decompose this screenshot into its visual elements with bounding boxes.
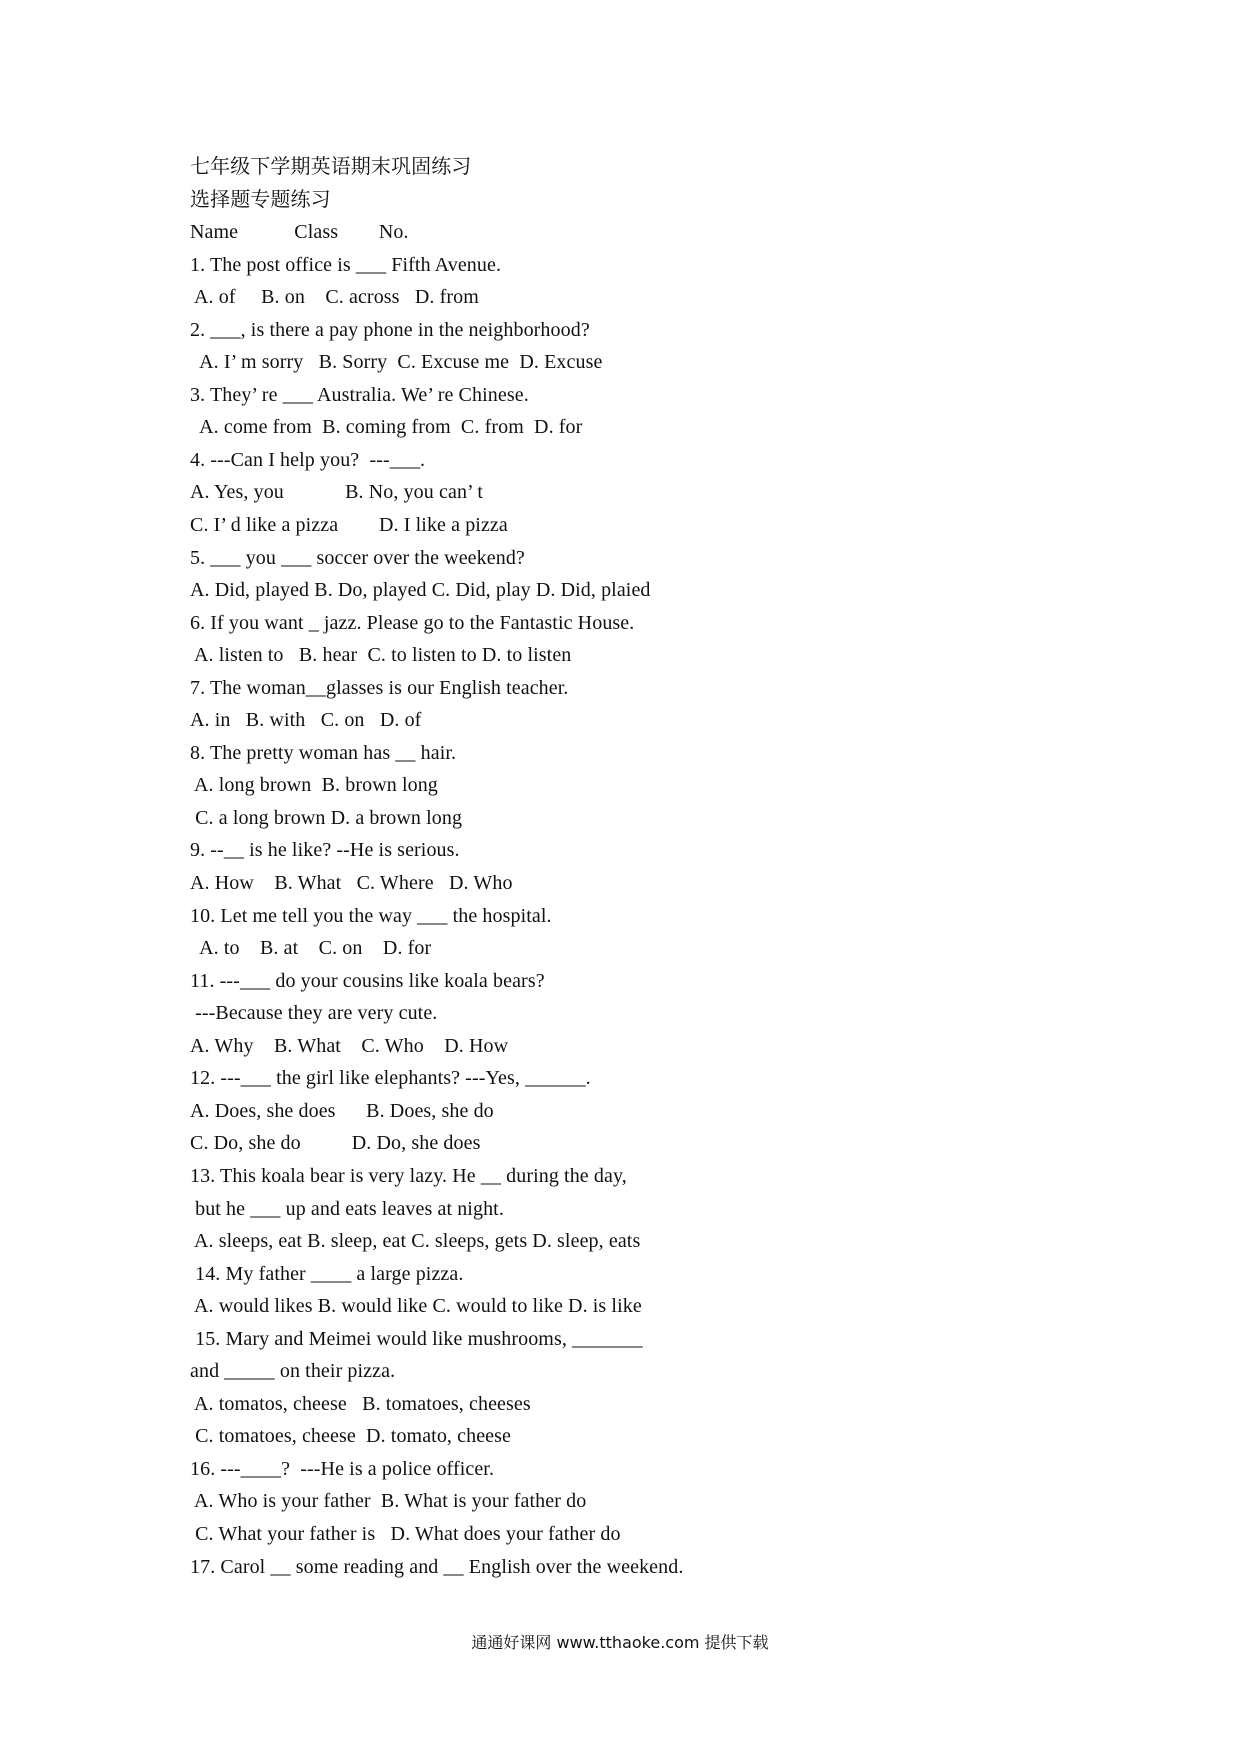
answer-options: A. to B. at C. on D. for bbox=[190, 937, 432, 960]
worksheet-page bbox=[190, 151, 1050, 1583]
question-text: 12. ---___ the girl like elephants? ---Yes, ______. bbox=[190, 1067, 591, 1090]
page-title: 七年级下学期英语期末巩固练习 bbox=[190, 156, 472, 178]
answer-options: A. tomatos, cheese B. tomatoes, cheeses bbox=[190, 1392, 531, 1415]
student-info-fields: Name Class No. bbox=[190, 221, 409, 244]
answer-options: C. a long brown D. a brown long bbox=[190, 806, 463, 829]
answer-options: C. I’ d like a pizza D. I like a pizza bbox=[190, 514, 508, 537]
answer-options: A. long brown B. brown long bbox=[190, 774, 438, 797]
answer-options: ---Because they are very cute. bbox=[190, 1002, 438, 1025]
question-text: 10. Let me tell you the way ___ the hospital. bbox=[190, 904, 552, 927]
question-text: 15. Mary and Meimei would like mushrooms, _______ bbox=[190, 1327, 643, 1350]
question-text: 1. The post office is ___ Fifth Avenue. bbox=[190, 253, 502, 276]
answer-options: A. sleeps, eat B. sleep, eat C. sleeps, gets D. sleep, eats bbox=[190, 1230, 641, 1253]
download-footer: 通通好课网 www.tthaoke.com 提供下载 bbox=[471, 1633, 769, 1652]
question-list bbox=[190, 249, 1050, 1583]
answer-options: A. in B. with C. on D. of bbox=[190, 709, 422, 732]
question-text: 5. ___ you ___ soccer over the weekend? bbox=[190, 546, 525, 569]
question-text: 14. My father ____ a large pizza. bbox=[190, 1262, 464, 1285]
page-subtitle: 选择题专题练习 bbox=[190, 188, 331, 211]
answer-options: A. listen to B. hear C. to listen to D. to listen bbox=[190, 644, 572, 667]
question-text: 17. Carol __ some reading and __ English over the weekend. bbox=[190, 1555, 684, 1578]
answer-options: C. tomatoes, cheese D. tomato, cheese bbox=[190, 1425, 512, 1448]
answer-options: A. come from B. coming from C. from D. for bbox=[190, 416, 583, 439]
answer-options: A. Did, played B. Do, played C. Did, play D. Did, plaied bbox=[190, 579, 651, 602]
answer-options: A. How B. What C. Where D. Who bbox=[190, 872, 513, 895]
question-text: 7. The woman__glasses is our English teacher. bbox=[190, 676, 569, 699]
question-text: 13. This koala bear is very lazy. He __ during the day, bbox=[190, 1164, 627, 1187]
question-text: 9. --__ is he like? --He is serious. bbox=[190, 839, 460, 862]
question-text: 2. ___, is there a pay phone in the neighborhood? bbox=[190, 318, 590, 341]
answer-options: C. Do, she do D. Do, she does bbox=[190, 1132, 481, 1155]
question-text: 16. ---____? ---He is a police officer. bbox=[190, 1457, 495, 1480]
question-text: 8. The pretty woman has __ hair. bbox=[190, 741, 457, 764]
answer-options: A. of B. on C. across D. from bbox=[190, 286, 479, 309]
answer-options: C. What your father is D. What does your father do bbox=[190, 1522, 621, 1545]
answer-options: A. I’ m sorry B. Sorry C. Excuse me D. Excuse bbox=[190, 351, 603, 374]
question-text: but he ___ up and eats leaves at night. bbox=[190, 1197, 504, 1220]
question-text: and _____ on their pizza. bbox=[190, 1360, 396, 1383]
answer-options: A. would likes B. would like C. would to like D. is like bbox=[190, 1295, 642, 1318]
answer-options: A. Who is your father B. What is your father do bbox=[190, 1490, 587, 1513]
answer-options: A. Yes, you B. No, you can’ t bbox=[190, 481, 484, 504]
question-text: 6. If you want _ jazz. Please go to the Fantastic House. bbox=[190, 611, 635, 634]
question-text: 11. ---___ do your cousins like koala bears? bbox=[190, 969, 545, 992]
question-text: 3. They’ re ___ Australia. We’ re Chinese. bbox=[190, 383, 529, 406]
answer-options: A. Does, she does B. Does, she do bbox=[190, 1099, 494, 1122]
question-text: 4. ---Can I help you? ---___. bbox=[190, 448, 426, 471]
answer-options: A. Why B. What C. Who D. How bbox=[190, 1034, 509, 1057]
